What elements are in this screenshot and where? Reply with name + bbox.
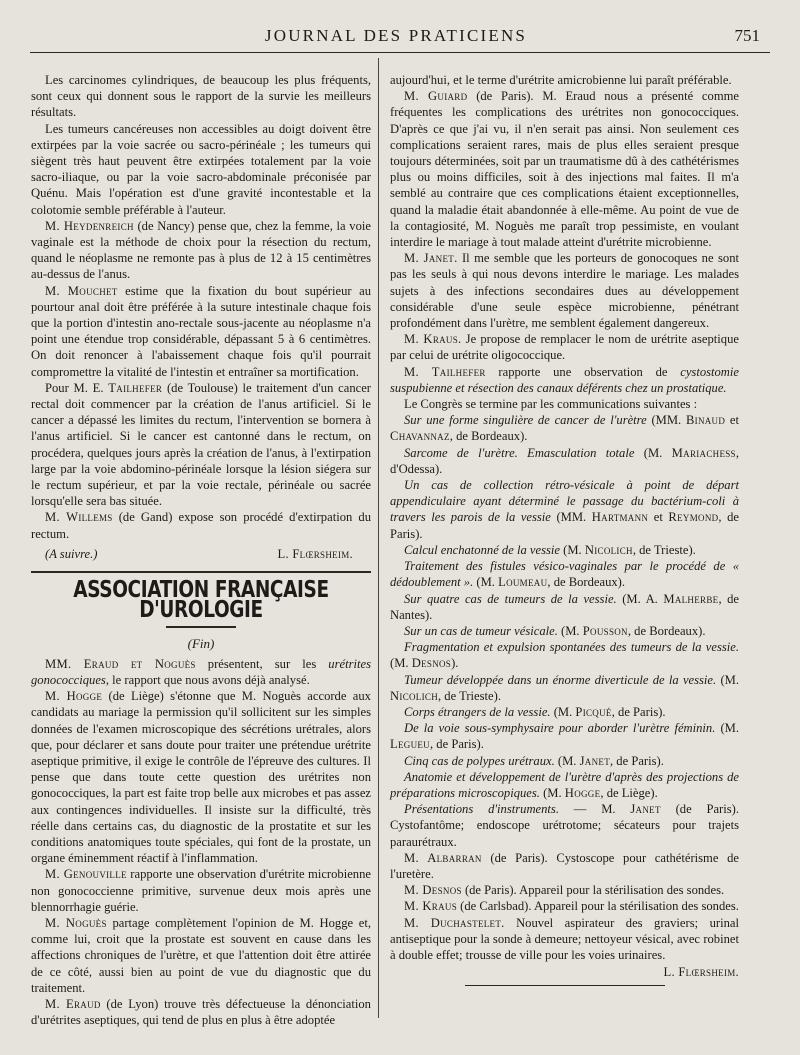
author-name: M. Eraud	[45, 996, 101, 1011]
paragraph	[31, 915, 371, 996]
paragraph-text: partage complètement l'opinion de M. Hogge et, comme lui, croit que la prostate est souvent en cause dans les affections chroniques de l'urètre, et que l'attention doit être attirée de ce côté, aussi bien au point de vue du diagnostic que du traitement.	[31, 915, 371, 995]
communication-item	[390, 672, 739, 704]
communication-item	[390, 591, 739, 623]
running-head	[32, 26, 760, 48]
communication-title: De la voie sous-symphysaire pour aborder l'urètre féminin.	[404, 721, 716, 736]
author-name: M. Heydenreich	[45, 218, 134, 233]
section-rule	[31, 571, 371, 573]
author-name: M. Noguès	[45, 915, 107, 930]
communication-item	[390, 445, 739, 477]
paragraph	[31, 283, 371, 380]
paragraph-text: , de Paris).	[611, 704, 666, 719]
paragraph-text: (M.	[539, 785, 565, 800]
paragraph-text: , de Paris).	[390, 510, 740, 541]
communication-item	[390, 769, 739, 801]
paragraph: Les tumeurs cancéreuses non accessibles au doigt doivent être extirpées par la voie sacrée ou sacro-périnéale ; les tumeurs qui siègent très haut peuvent être extirpées totalement par la voie sacro-iliaque, ou par la voie sacro-abdominale préconisée par Quénu. Mais l'opération est d'une gravité incontestable et la colotomie semble préférable à l'auteur.	[31, 121, 371, 217]
author-name: Janet	[630, 802, 661, 817]
paragraph-text: (M. A.	[616, 591, 664, 606]
paragraph	[31, 996, 371, 1028]
paragraph-text: Nouvel aspirateur des graviers; urinal antiseptique pour la sonde à demeure; nettoyeur vésical, avec robinet à double effet; trousse de ville pour les voies urinaires.	[390, 915, 739, 962]
author-name: Desnos	[411, 656, 452, 671]
author-name: M. Kraus	[404, 899, 457, 914]
communication-item	[390, 542, 739, 558]
paragraph	[31, 380, 371, 510]
communication-item	[390, 915, 739, 964]
end-rule	[465, 985, 665, 986]
paragraph-text: , de Bordeaux).	[449, 429, 528, 444]
communication-title: Sur un cas de tumeur vésicale.	[404, 623, 558, 638]
paragraph-text: rapporte une observation de	[485, 364, 681, 379]
paragraph-text: (de Nancy) pense que, chez la femme, la voie vaginale est la méthode de choix pour la résection du rectum, quand le néoplasme ne remonte pas à plus de 12 à 15 centimètres au-dessus de l'anus.	[31, 218, 371, 282]
author-name: M. Hogge	[45, 689, 103, 704]
paragraph	[390, 364, 739, 396]
communication-item	[390, 882, 739, 898]
communication-title: Tumeur développée dans un énorme diverticule de la vessie.	[404, 672, 717, 687]
paragraph-text: ).	[451, 656, 459, 671]
paragraph-text: , de Liège).	[600, 785, 658, 800]
author-name: M. Janet.	[404, 251, 458, 266]
paragraph-text: (M.	[634, 445, 672, 460]
section-title: ASSOCIATION FRANÇAISE D'UROLOGIE	[73, 577, 329, 624]
paragraph-text: , de Bordeaux).	[627, 623, 706, 638]
column-divider	[378, 58, 379, 1018]
communication-item	[390, 558, 739, 590]
paragraph-text: (de Carlsbad). Appareil pour la stérilisation des sondes.	[457, 899, 739, 914]
right-column	[390, 72, 739, 986]
paragraph-text: (de Toulouse) le traitement d'un cancer rectal doit commencer par la création de l'anus artificiel. Si le cancer a dépassé les limites du rectum, l'intervention se bornera à l'anus artificiel. Si le cancer est cantonné dans le rectum, on procédera, quelques jours après la création de l'anus, à l'extirpation large par la voie abdomino-périnéale lorsque la lésion siégera sur le rectum supérieur, et par la voie rectale, périnéale ou sacrée lorsqu'elle sera bas située.	[31, 380, 371, 509]
author-name: Loumeau	[498, 575, 548, 590]
paragraph	[31, 509, 371, 541]
communication-title: Un cas de collection rétro-vésicale à point de départ appendiculaire ayant déterminé le passage du bactérium-coli à travers les parois de la vessie	[390, 478, 739, 525]
author-name: Hartmann	[591, 510, 649, 525]
paragraph-text: (M.	[550, 704, 576, 719]
communication-title: Sur quatre cas de tumeurs de la vessie.	[404, 591, 617, 606]
signature: L. Flœrsheim.	[277, 546, 353, 561]
author-name: M. Desnos	[404, 883, 462, 898]
author-name: Pousson	[582, 623, 628, 638]
paragraph-text: (M.	[554, 753, 580, 768]
paragraph-text: , d'Odessa).	[390, 445, 740, 476]
author-name: MM. Eraud et Noguès	[45, 656, 196, 671]
communication-item	[390, 412, 739, 444]
author-name: Tailhefer	[108, 380, 163, 395]
paragraph-text: (de Paris). Cystoscope pour cathétérisme de l'uretère.	[390, 850, 739, 881]
author-name: Nicolich	[584, 542, 633, 557]
communication-title: Sur une forme singulière de cancer de l'urètre	[404, 413, 647, 428]
paragraph-text: , de Trieste).	[438, 688, 501, 703]
communication-title: Présentations d'instruments.	[404, 802, 559, 817]
paragraph	[31, 218, 371, 283]
author-name: M. Genouville	[45, 867, 127, 882]
paragraph-text: (M.	[715, 721, 739, 736]
paragraph-text: , de Trieste).	[632, 542, 696, 557]
author-name: M. Guiard	[404, 89, 468, 104]
author-name: Mariachess	[671, 445, 736, 460]
journal-title: JOURNAL DES PRATICIENS	[264, 26, 528, 45]
paragraph-text: estime que la fixation du bout supérieur au pourtour anal doit être préférée à la suture intestinale chaque fois que la portion d'intestin ano-rectale sous-jacente au néoplasme n'a point une étendue trop considérable, dépassant 5 à 6 centimètres. On doit renoncer à l'abaissement chaque fois qu'il pourrait compromettre la vitalité de l'intestin et entraîner sa mortification.	[31, 283, 371, 379]
continued-note: (A suivre.)	[45, 546, 98, 561]
paragraph: Les carcinomes cylindriques, de beaucoup les plus fréquents, sont ceux qui donnent sous le rapport de la survie les meilleurs résultats.	[31, 73, 371, 120]
paragraph-text: Il me semble que les porteurs de gonocoques ne sont pas les seuls à qui nous devons interdire le mariage. Les malades sujets à des infections secondaires dues au développement considérable d'une seule espèce microbienne, pénétrant profondément dans l'urètre, me semblent également dangereux.	[390, 251, 739, 331]
author-name: Picqué	[575, 704, 612, 719]
paragraph	[31, 688, 371, 866]
paragraph-text: , de Bordeaux).	[547, 575, 626, 590]
author-name: Binaud	[685, 413, 726, 428]
italic-term: cystostomie suspubienne et résection des canaux déférents chez un prostatique.	[390, 364, 739, 395]
fin-label: (Fin)	[187, 635, 215, 651]
paragraph	[390, 88, 739, 250]
paragraph-text: (MM.	[550, 510, 592, 525]
paragraph-text: Je propose de remplacer le nom de urétrite aseptique par celui de urétrite oligococcique.	[390, 332, 739, 363]
communication-item	[390, 720, 739, 752]
author-name: M. Duchastelet.	[404, 915, 505, 930]
communication-item	[390, 639, 739, 671]
author-name: Malherbe	[663, 591, 719, 606]
communication-item	[390, 704, 739, 720]
author-name: Chavannaz	[390, 429, 450, 444]
paragraph-text: (M.	[390, 656, 412, 671]
header-rule	[30, 52, 770, 53]
author-name: M. Kraus.	[404, 332, 462, 347]
communication-item	[390, 753, 739, 769]
paragraph	[31, 656, 371, 688]
communication-item	[390, 898, 739, 914]
paragraph-text: (M.	[559, 542, 585, 557]
author-name: Legueu	[390, 737, 430, 752]
paragraph: Le Congrès se termine par les communications suivantes :	[404, 397, 698, 412]
paragraph	[390, 331, 739, 363]
paragraph-text: présentent, sur les	[195, 656, 329, 671]
signature: L. Flœrsheim.	[663, 965, 739, 980]
communication-title: Fragmentation et expulsion spontanées des tumeurs de la vessie.	[404, 640, 739, 655]
left-column	[31, 72, 371, 1028]
communication-title: Calcul enchatonné de la vessie	[404, 542, 560, 557]
author-name: Janet	[579, 753, 610, 768]
paragraph-text: (M.	[473, 575, 499, 590]
communication-title: Cinq cas de polypes urétraux.	[404, 753, 555, 768]
paragraph-text: (M.	[557, 623, 583, 638]
author-name: M. Mouchet	[45, 283, 118, 298]
paragraph-text: , de Paris).	[430, 737, 484, 752]
paragraph-text: — M.	[558, 802, 631, 817]
paragraph	[31, 866, 371, 915]
author-name: Hogge	[564, 785, 601, 800]
communication-item	[390, 801, 739, 850]
paragraph-text: Pour M. E.	[45, 380, 109, 395]
paragraph-text: (M.	[716, 672, 739, 687]
paragraph	[390, 250, 739, 331]
author-name: M. Albarran	[404, 850, 482, 865]
author-name: Reymond	[668, 510, 719, 525]
paragraph-text: (de Paris). Appareil pour la stérilisation des sondes.	[461, 883, 725, 898]
paragraph-text: , de Paris).	[610, 753, 664, 768]
communication-title: Sarcome de l'urètre. Emasculation totale	[404, 445, 635, 460]
communication-item	[390, 477, 739, 542]
ornament-rule	[166, 626, 236, 628]
paragraph-text: et	[648, 510, 669, 525]
author-name: M. Willems	[45, 510, 113, 525]
paragraph-text: (de Paris). Cystofantôme; endoscope urétrotome; sécateurs pour trajets paraurétraux.	[390, 802, 739, 849]
italic-term: urétrites gonococciques	[31, 656, 371, 687]
communication-title: Traitement des fistules vésico-vaginales par le procédé de « dédoublement ».	[390, 559, 739, 590]
author-name: Nicolich	[390, 688, 438, 703]
page-number: 751	[734, 26, 760, 45]
communication-title: Corps étrangers de la vessie.	[404, 704, 551, 719]
communication-item	[390, 623, 739, 639]
paragraph-text: (de Paris). M. Eraud nous a présenté comme fréquentes les complications des urétrites non gonococciques. D'après ce que j'ai vu, il n'en serait pas ainsi. Non seulement ces complications seraient rares, mais de plus elles seraient presque toujours déterminées, soit par un traumatisme dû à des cathétérismes plus ou moins difficiles, soit à des injections mal faites. Il m'a semblé au contraire que ces complications étaient exceptionnelles, quand la maladie était abandonnée à elle-même. Au point de vue de la contagiosité, M. Noguès me paraît trop pessimiste, en voulant interdire le mariage à tout malade atteint d'urétrite microbienne.	[390, 89, 740, 250]
paragraph-text: rapporte une observation d'urétrite microbienne non gonococcienne primitive, survenue deux mois après une blennorrhagie guérie.	[31, 867, 371, 914]
paragraph-text: , de Nantes).	[390, 591, 739, 622]
paragraph-text: (MM.	[646, 413, 686, 428]
communication-item	[390, 850, 739, 882]
paragraph-text: (de Lyon) trouve très défectueuse la dénonciation d'urétrites aseptiques, qui tend de plus en plus à être adoptée	[31, 996, 371, 1028]
communication-title: Anatomie et développement de l'urètre d'après des projections de préparations microscopiques.	[390, 769, 739, 800]
signature-row	[31, 544, 371, 562]
paragraph: aujourd'hui, et le terme d'urétrite amicrobienne lui paraît préférable.	[390, 73, 732, 87]
paragraph-text: , le rapport que nous avons déjà analysé.	[105, 672, 310, 687]
paragraph-text: (de Liège) s'étonne que M. Noguès accorde aux candidats au mariage la permission qu'il sollicitent sur les simples données de l'examen microscopique des sécrétions urétrales, alors que, pour déclarer et sans doute pour traiter une prétendue urétrite aseptique primitive, il exige le contrôle de l'épreuve des cultures. Il pense que dans toute cette question des urétrites non gonococciques, la part est faite trop belle aux microbes et pas assez aux contingences individuelles. Il insiste sur la difficulté, très réelle dans certains cas, du diagnostic de la prostatite et sur les conditions anatomiques toute spéciales, qui font de la prostate, un organe éminemment réactif à l'inflammation.	[31, 689, 371, 866]
paragraph-text: et	[725, 413, 739, 428]
author-name: M. Tailhefer	[404, 364, 486, 379]
paragraph-text: (de Gand) expose son procédé d'extirpation du rectum.	[31, 510, 371, 541]
